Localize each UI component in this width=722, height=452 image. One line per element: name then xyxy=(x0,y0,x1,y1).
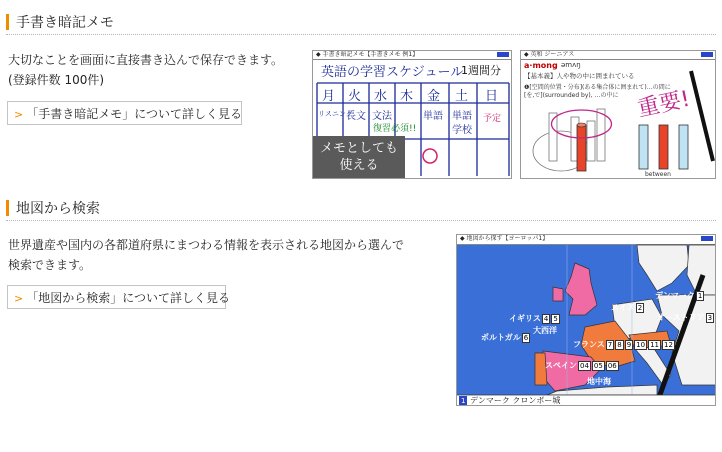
map-label-denmark[interactable] xyxy=(655,290,704,301)
location-number: 04 xyxy=(580,362,589,370)
day-thu: 木 xyxy=(400,89,414,104)
dictionary-memo-screenshot xyxy=(520,50,716,179)
device-title: ◆ 手書き暗記メモ【手書きメモ 例1】 xyxy=(316,51,419,58)
description-line: 世界遺産や国内の各都道府県にまつわる情報を表示される地図から選んで xyxy=(8,238,405,252)
description-line: 検索できます。 xyxy=(8,258,92,272)
day-fri: 金 xyxy=(427,89,441,104)
pronunciation: əmʌŋ xyxy=(561,61,581,69)
country-name: デンマーク xyxy=(655,291,695,300)
day-sat: 土 xyxy=(455,89,469,104)
section-description xyxy=(8,50,283,90)
section-header-map-search xyxy=(6,196,716,221)
map-label-spain[interactable] xyxy=(545,360,619,371)
memo-title: 英語の学習スケジュール xyxy=(321,65,464,80)
memo-usage-badge xyxy=(313,136,405,178)
memo-cell: 長文 xyxy=(346,111,366,122)
location-number: 2 xyxy=(637,304,643,312)
memo-cell: 単語 xyxy=(452,111,472,122)
map-label-france[interactable] xyxy=(573,339,675,350)
basic-meaning: 【基本義】人や物の中に囲まれている xyxy=(524,72,635,80)
memo-cell: 文法 xyxy=(372,111,392,122)
day-wed: 水 xyxy=(374,89,388,104)
map-label-atlantic: 大西洋 xyxy=(533,326,557,335)
country-name: イギリス xyxy=(509,314,541,323)
handwritten-important: 重要! xyxy=(635,86,693,123)
map-label-portugal[interactable] xyxy=(481,332,530,343)
section-header-handwritten-memo xyxy=(6,10,716,35)
description-line: (登録件数 100件) xyxy=(8,73,105,87)
section-accent-bar xyxy=(6,14,9,30)
location-number: 05 xyxy=(593,362,603,370)
section-description xyxy=(8,235,404,275)
country-name: スペイン xyxy=(545,361,577,370)
between-caption: between xyxy=(645,171,671,178)
location-number: 11 xyxy=(650,341,660,349)
memo-cell: 予定 xyxy=(483,114,502,124)
location-number: 06 xyxy=(607,362,617,370)
location-number: 8 xyxy=(617,341,622,349)
memo-cell: 学校 xyxy=(452,125,472,136)
headword: a·mong xyxy=(524,61,558,70)
definition-line: [を,で](surrounded by), …の中に xyxy=(524,92,619,99)
section-title: 地図から検索 xyxy=(16,201,100,217)
description-line: 大切なことを画面に直接書き込んで保存できます。 xyxy=(8,53,284,67)
location-number: 4 xyxy=(543,315,549,323)
day-mon: 月 xyxy=(322,89,336,104)
cylinders-illustration xyxy=(521,51,716,179)
country-name: フランス xyxy=(573,340,605,349)
handwritten-memo-screenshot xyxy=(312,50,512,179)
country-name: スイス xyxy=(611,303,635,312)
map-label-mediterranean: 地中海 xyxy=(587,377,611,386)
location-number: 3 xyxy=(707,314,713,322)
status-number: 1 xyxy=(461,397,466,405)
section-accent-bar xyxy=(6,200,9,216)
location-number: 7 xyxy=(607,341,613,349)
day-tue: 火 xyxy=(348,89,362,104)
link-label: 「手書き暗記メモ」について詳しく見る xyxy=(26,107,242,121)
definition-line: ❶[空間的位置・分布](ある集合体に囲まれて)…の間に xyxy=(524,84,671,91)
map-label-switzerland[interactable] xyxy=(611,302,644,313)
badge-line: 使える xyxy=(339,158,379,173)
device-title: ◆ 英和 ジーニアス xyxy=(524,51,575,58)
memo-cell: リスニング xyxy=(318,110,353,118)
badge-line: メモとしても xyxy=(319,141,398,156)
chevron-right-icon: > xyxy=(14,108,24,121)
section-title: 手書き暗記メモ xyxy=(16,15,114,31)
country-name: オーストリア xyxy=(657,313,705,322)
country-name: ポルトガル xyxy=(481,333,521,342)
memo-week-label: 1週間分 xyxy=(461,64,501,77)
memo-cell-review: 復習必須!! xyxy=(373,124,417,134)
map-label-england[interactable] xyxy=(509,313,560,324)
location-number: 9 xyxy=(626,341,632,349)
memo-cell: 単語 xyxy=(423,111,443,122)
europe-map-screenshot xyxy=(456,234,716,406)
location-number: 5 xyxy=(553,315,558,323)
device-title: ◆ 地図から探す【ヨーロッパ1】 xyxy=(460,235,549,242)
location-number: 1 xyxy=(697,292,703,300)
status-text: デンマーク クロンボー城 xyxy=(470,396,561,405)
chevron-right-icon: > xyxy=(14,292,24,305)
handwritten-memo-detail-link[interactable] xyxy=(7,101,242,125)
location-number: 10 xyxy=(636,341,646,349)
map-search-detail-link[interactable] xyxy=(7,285,230,309)
map-label-austria[interactable] xyxy=(657,312,714,323)
day-sun: 日 xyxy=(485,89,499,104)
link-label: 「地図から検索」について詳しく見る xyxy=(26,291,230,305)
location-number: 6 xyxy=(523,334,529,342)
map-status-bar xyxy=(459,396,560,406)
location-number: 12 xyxy=(664,341,673,349)
